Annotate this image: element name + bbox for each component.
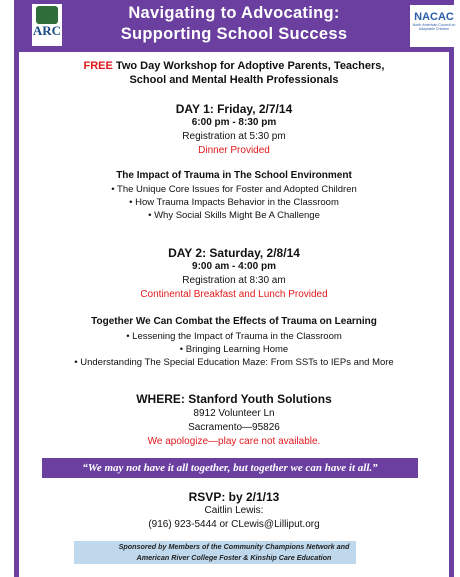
right-border bbox=[449, 52, 454, 577]
nacac-logo-text: NACAC bbox=[414, 11, 454, 23]
intro-line-1 bbox=[19, 60, 449, 73]
page-title bbox=[14, 3, 454, 45]
address-line-2: Sacramento—95826 bbox=[188, 422, 280, 433]
title-line-2: Supporting School Success bbox=[120, 25, 348, 43]
intro-line-2: School and Mental Health Professionals bbox=[129, 74, 339, 86]
intro-text-1: Two Day Workshop for Adoptive Parents, Teachers, bbox=[115, 60, 385, 72]
nacac-logo-subtext: North American Council on Adoptable Children bbox=[412, 23, 456, 31]
day2-bullet: • Understanding The Special Education Maze: From SSTs to IEPs and More bbox=[19, 357, 449, 368]
childcare-note: We apologize—play care not available. bbox=[147, 436, 321, 447]
day1-bullet: • How Trauma Impacts Behavior in the Classroom bbox=[19, 197, 449, 208]
where-line: WHERE: Stanford Youth Solutions bbox=[136, 392, 332, 406]
rsvp-contact: (916) 923-5444 or CLewis@Lilliput.org bbox=[148, 519, 320, 530]
day2-meal: Continental Breakfast and Lunch Provided bbox=[140, 289, 328, 300]
day1-meal: Dinner Provided bbox=[198, 145, 270, 156]
rsvp-name: Caitlin Lewis: bbox=[204, 505, 264, 516]
day1-title: DAY 1: Friday, 2/7/14 bbox=[175, 102, 293, 116]
day2-bullet: • Bringing Learning Home bbox=[19, 344, 449, 355]
rsvp-title: RSVP: by 2/1/13 bbox=[188, 490, 280, 504]
sponsor-line-2: American River College Foster & Kinship Care Education bbox=[136, 553, 332, 562]
day1-bullet: • Why Social Skills Might Be A Challenge bbox=[19, 210, 449, 221]
title-line-1: Navigating to Advocating: bbox=[128, 4, 340, 22]
day1-time: 6:00 pm - 8:30 pm bbox=[191, 117, 277, 128]
day2-title: DAY 2: Saturday, 2/8/14 bbox=[168, 246, 300, 260]
quote-banner: “We may not have it all together, but together we can have it all.” bbox=[42, 458, 418, 478]
address-line-1: 8912 Volunteer Ln bbox=[193, 408, 275, 419]
day1-bullet: • The Unique Core Issues for Foster and Adopted Children bbox=[19, 184, 449, 195]
day2-bullet: • Lessening the Impact of Trauma in the Classroom bbox=[19, 331, 449, 342]
nacac-logo bbox=[410, 5, 458, 47]
day1-registration: Registration at 5:30 pm bbox=[182, 131, 286, 142]
header-banner bbox=[14, 0, 454, 52]
day2-section-title: Together We Can Combat the Effects of Trauma on Learning bbox=[91, 316, 377, 327]
day2-time: 9:00 am - 4:00 pm bbox=[192, 261, 276, 272]
day1-section-title: The Impact of Trauma in The School Environment bbox=[116, 170, 352, 181]
sponsor-line-1: Sponsored by Members of the Community Champions Network and bbox=[118, 542, 350, 551]
free-label: FREE bbox=[83, 60, 113, 72]
day2-registration: Registration at 8:30 am bbox=[182, 275, 286, 286]
arc-logo-text: ARC bbox=[32, 23, 62, 38]
flyer-body bbox=[19, 52, 449, 577]
